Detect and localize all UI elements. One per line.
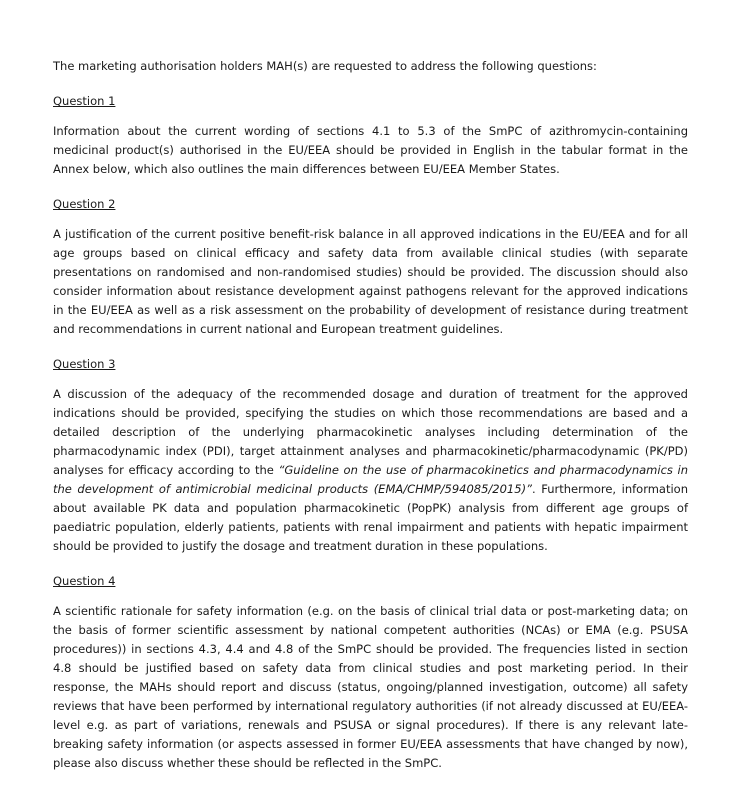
question-1-heading: Question 1 — [53, 94, 116, 108]
question-4-body: A scientific rationale for safety information (e.g. on the basis of clinical trial data or post-marketing data; on the basis of former scientific assessment by national competent authorities (NCAs) or EMA (e.g. PSUSA procedures)) in sections 4.3, 4.4 and 4.8 of the SmPC should be provided. The frequencies listed in section 4.8 should be justified based on safety data from clinical studies and post marketing period. In their response, the MAHs should report and discuss (status, ongoing/planned investigation, outcome) all safety reviews that have been performed by international regulatory authorities (if not already discussed at EU/EEA-level e.g. as part of variations, renewals and PSUSA or signal procedures). If there is any relevant late-breaking safety information (or aspects assessed in former EU/EEA assessments that have changed by now), please also discuss whether these should be reflected in the SmPC. — [53, 604, 688, 770]
question-2-body: A justification of the current positive benefit-risk balance in all approved indications in the EU/EEA and for all age groups based on clinical efficacy and safety data from available clinical studies (with separate presentations on randomised and non-randomised studies) should be provided. The discussion should also consider information about resistance development against pathogens relevant for the approved indications in the EU/EEA as well as a risk assessment on the probability of development of resistance during treatment and recommendations in current national and European treatment guidelines. — [53, 227, 688, 336]
question-4-heading: Question 4 — [53, 574, 116, 588]
question-3-body — [53, 385, 688, 556]
question-3-guideline-reference: “Guideline on the use of pharmacokinetics and pharmacodynamics in the development of antimicrobial medicinal products (EMA/CHMP/594085/2015)” — [53, 463, 688, 496]
question-3-heading: Question 3 — [53, 357, 116, 371]
intro-paragraph: The marketing authorisation holders MAH(s) are requested to address the following questions: — [53, 59, 597, 73]
question-3-body-pre: A discussion of the adequacy of the recommended dosage and duration of treatment for the approved indications should be provided, specifying the studies on which those recommendations are based and a detailed description of the underlying pharmacokinetic analyses including determination of the pharmacodynamic index (PDI), target attainment analyses and pharmacokinetic/pharmacodynamic (PK/PD) analyses for efficacy according to the — [53, 387, 688, 477]
question-3-body-post: . Furthermore, information about available PK data and population pharmacokinetic (PopPK) analysis from different age groups of paediatric population, elderly patients, patients with renal impairment and patients with hepatic impairment should be provided to justify the dosage and treatment duration in these populations. — [53, 482, 688, 553]
question-2-heading: Question 2 — [53, 197, 116, 211]
question-1-body: Information about the current wording of sections 4.1 to 5.3 of the SmPC of azithromycin-containing medicinal product(s) authorised in the EU/EEA should be provided in English in the tabular format in the Annex below, which also outlines the main differences between EU/EEA Member States. — [53, 124, 688, 176]
